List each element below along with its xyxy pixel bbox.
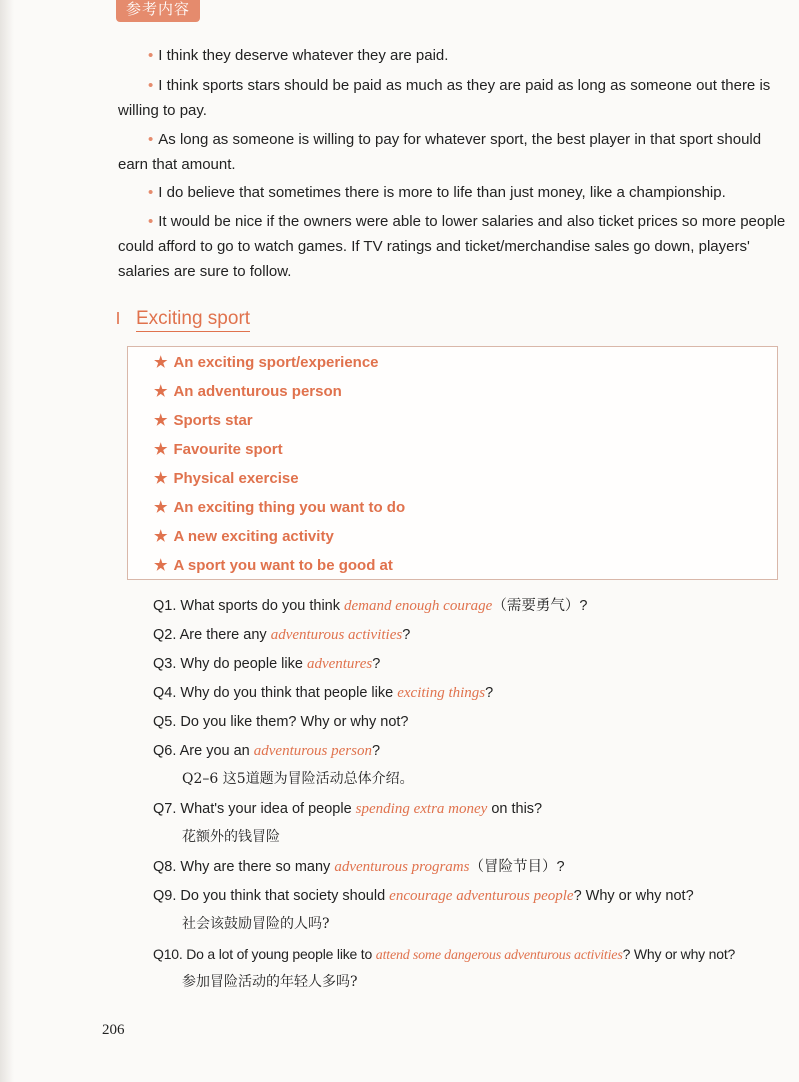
question-note: Q2–6 这5道题为冒险活动总体介绍。 [182,771,414,787]
topic-item: ★ An adventurous person [154,383,342,400]
star-icon: ★ [154,528,168,545]
star-icon: ★ [154,557,168,574]
paragraph: • As long as someone is willing to pay for whatever sport, the best player in that sport should earn that amount. [118,131,762,173]
question: Q1. What sports do you think demand enough courage（需要勇气）? [153,598,588,614]
topic-list-box [127,346,778,580]
page-gutter-shadow [0,0,14,1082]
question: Q8. Why are there so many adventurous programs（冒险节目）? [153,859,565,875]
section-heading: Exciting sport [136,307,250,332]
paragraph: • I do believe that sometimes there is more to life than just money, like a championship. [148,184,726,201]
question-note: 花额外的钱冒险 [182,829,280,845]
question: Q3. Why do people like adventures? [153,656,381,672]
question: Q5. Do you like them? Why or why not? [153,714,409,730]
topic-item: ★ An exciting thing you want to do [154,499,406,516]
question: Q9. Do you think that society should encourage adventurous people? Why or why not? [153,888,694,904]
topic-item: ★ Physical exercise [154,470,299,487]
question: Q6. Are you an adventurous person? [153,743,381,759]
topic-item: ★ A new exciting activity [154,528,334,545]
page-number: 206 [102,1022,125,1038]
question: Q2. Are there any adventurous activities? [153,627,411,643]
star-icon: ★ [154,441,168,458]
bullet-icon: • [148,184,154,201]
topic-item: ★ Favourite sport [154,441,283,458]
star-icon: ★ [154,383,168,400]
star-icon: ★ [154,354,168,371]
star-icon: ★ [154,470,168,487]
bullet-icon: • [148,47,154,64]
paragraph: • It would be nice if the owners were able to lower salaries and also ticket prices so more people could afford to go to watch games. If TV ratings and ticket/merchandise sales go down, players' salaries are sure to follow. [118,213,786,280]
star-icon: ★ [154,499,168,516]
bullet-icon: • [148,213,154,230]
question: Q10. Do a lot of young people like to attend some dangerous adventurous activities? Why or why not? [153,946,736,963]
bullet-icon: • [148,131,154,148]
question: Q4. Why do you think that people like exciting things? [153,685,494,701]
paragraph: • I think they deserve whatever they are paid. [148,47,449,64]
bullet-icon: • [148,77,154,94]
question-note: 社会该鼓励冒险的人吗? [182,916,330,932]
topic-item: ★ An exciting sport/experience [154,354,379,371]
question-note: 参加冒险活动的年轻人多吗? [182,974,358,990]
topic-item: ★ Sports star [154,412,253,429]
paragraph: • I think sports stars should be paid as much as they are paid as long as someone out there is willing to pay. [118,77,771,119]
star-icon: ★ [154,412,168,429]
header-tag: 参考内容 [116,0,200,22]
topic-item: ★ A sport you want to be good at [154,557,393,574]
question: Q7. What's your idea of people spending extra money on this? [153,801,543,817]
section-marker [117,312,126,324]
